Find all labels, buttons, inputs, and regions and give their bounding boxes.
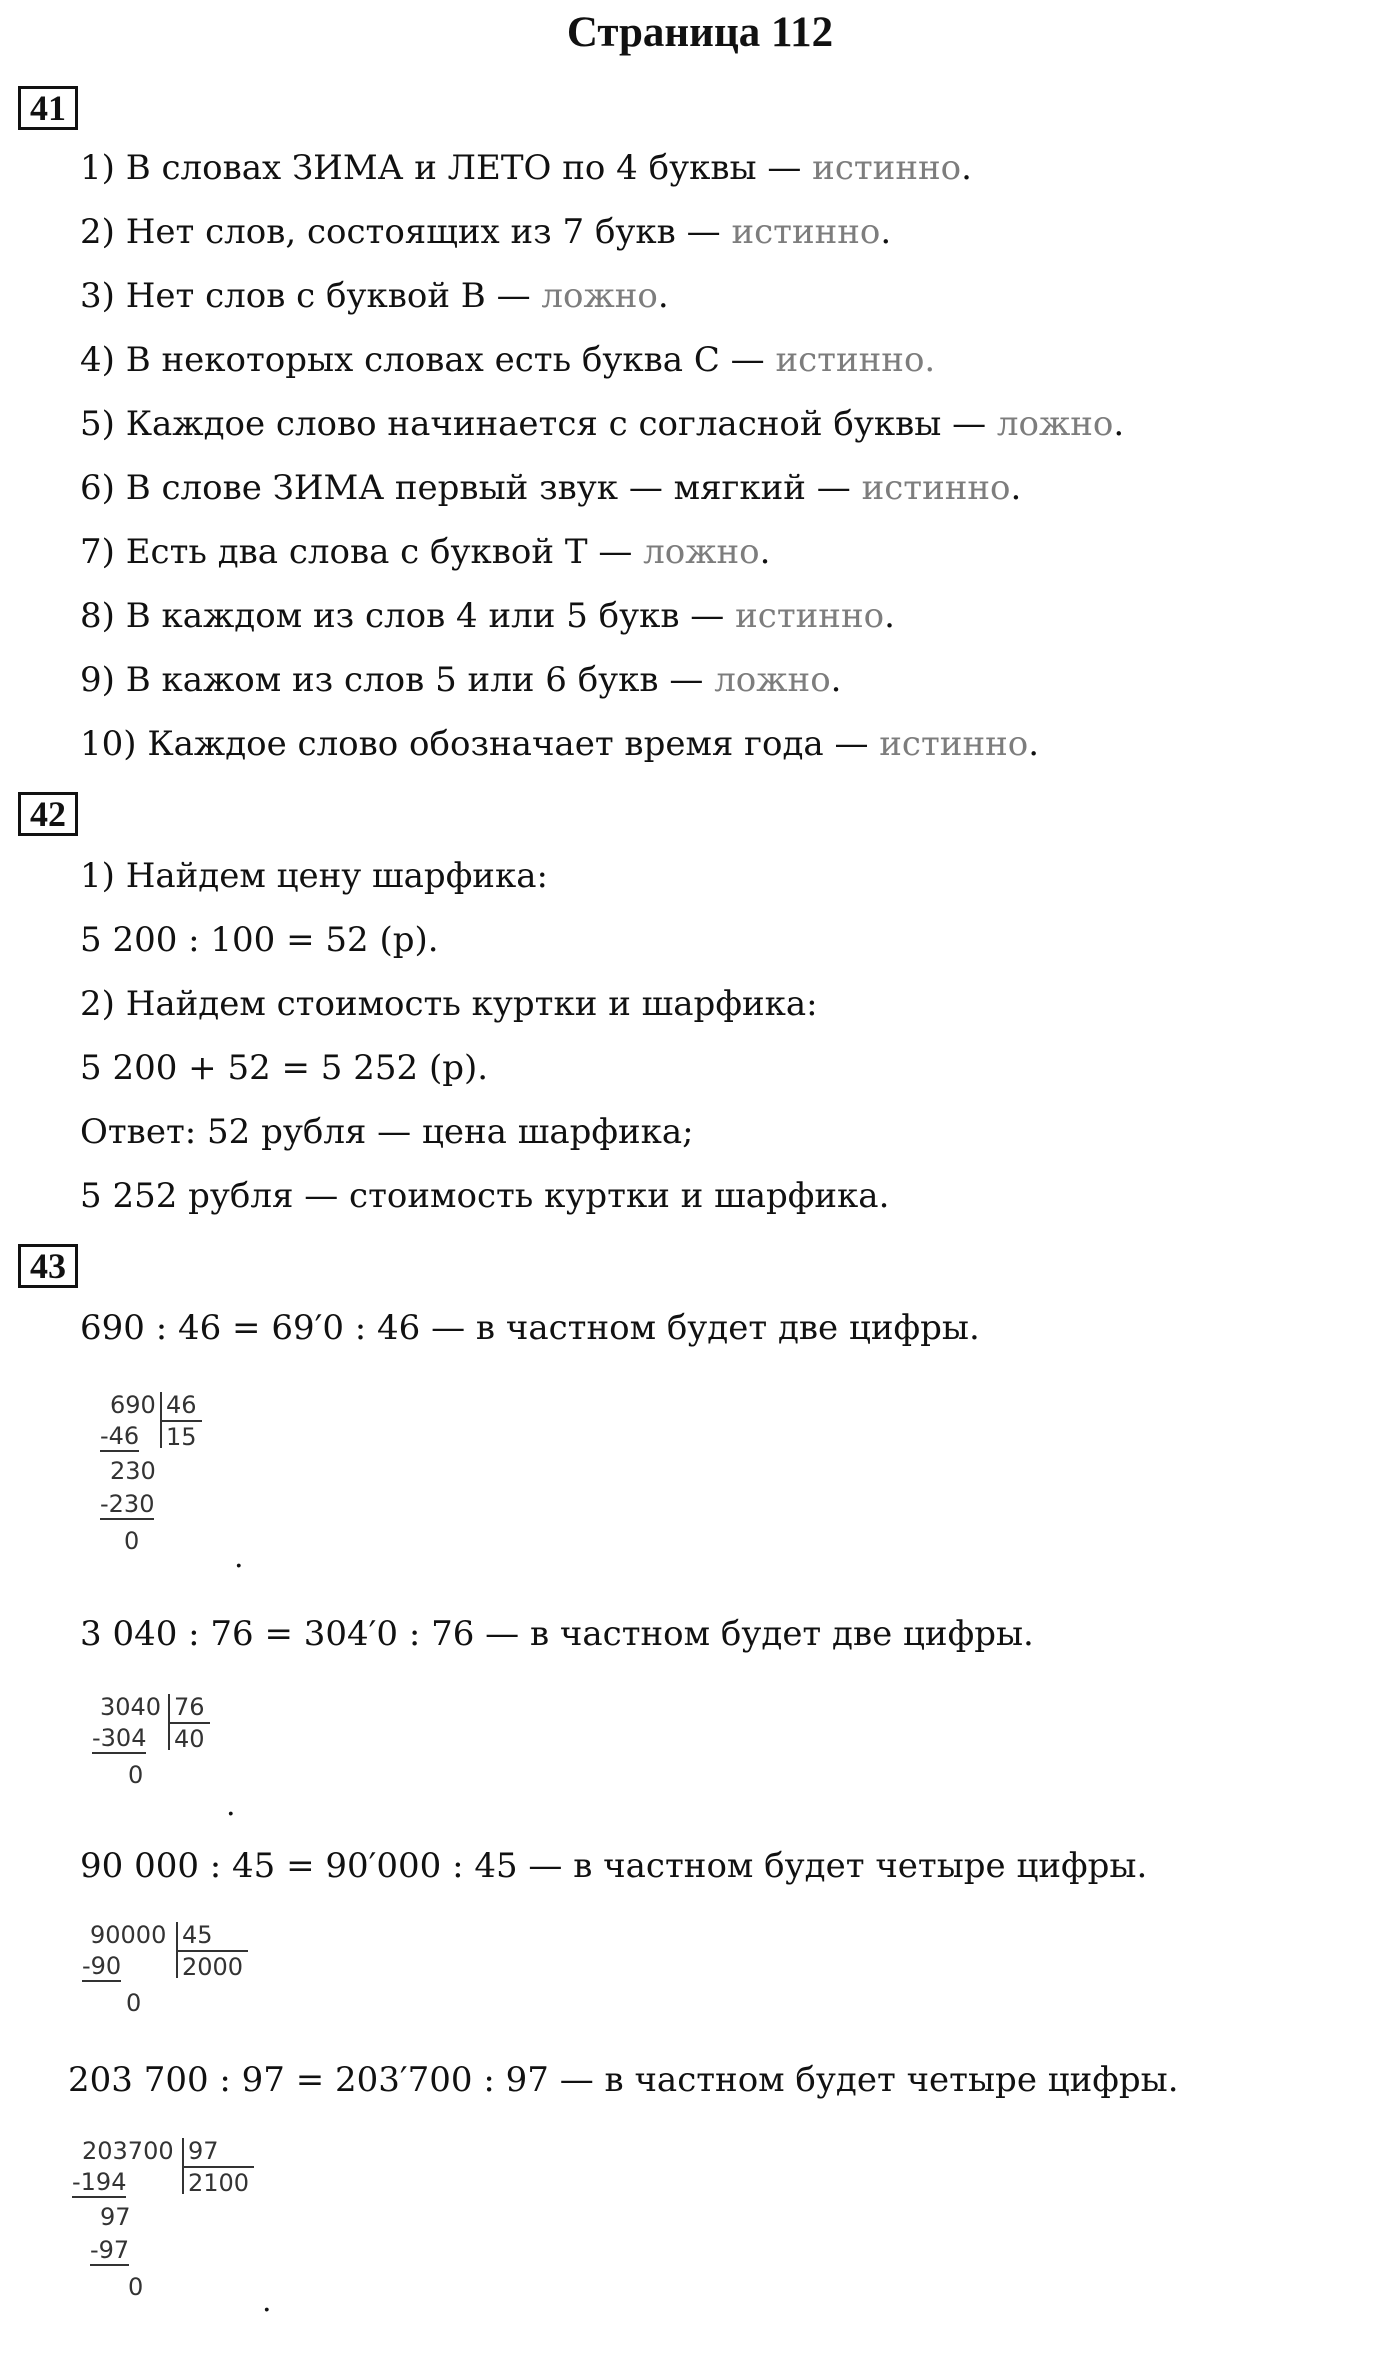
dividend: 203700 [82, 2137, 174, 2165]
divisor: 76 [174, 1693, 205, 1721]
answer: истинно [879, 724, 1029, 764]
step: 0 [126, 1989, 142, 2017]
answer: истинно [861, 468, 1011, 508]
quotient: 2000 [182, 1953, 244, 1981]
equation-2: 3 040 : 76 = 304′0 : 76 — в частном будет две цифры. [80, 1614, 1034, 1654]
answer-line: Ответ: 52 рубля — цена шарфика; [80, 1112, 694, 1152]
answer: ложно [541, 276, 658, 316]
list-item: 4) В некоторых словах есть буква С — истинно. [80, 340, 936, 380]
dividend: 690 [110, 1391, 156, 1419]
quotient: 15 [166, 1423, 197, 1451]
answer: ложно [996, 404, 1114, 444]
page-title: Страница 112 [566, 9, 834, 56]
equation-3: 90 000 : 45 = 90′000 : 45 — в частном будет четыре цифры. [80, 1846, 1148, 1886]
answer: истинно [731, 212, 881, 252]
dividend: 3040 [100, 1693, 162, 1721]
solution-line: 2) Найдем стоимость куртки и шарфика: [80, 984, 818, 1024]
solution-line: 5 200 + 52 = 5 252 (р). [80, 1048, 489, 1088]
list-item: 7) Есть два слова с буквой Т — ложно. [80, 532, 771, 572]
list-item: 9) В кажом из слов 5 или 6 букв — ложно. [80, 660, 842, 700]
step: 230 [110, 1457, 156, 1485]
step: -230 [100, 1490, 155, 1518]
answer: истинно [735, 596, 885, 636]
task-number-41: 41 [18, 86, 78, 130]
list-item: 5) Каждое слово начинается с согласной буквы — ложно. [80, 404, 1125, 444]
dividend: 90000 [90, 1921, 167, 1949]
step: 0 [124, 1527, 140, 1555]
solution-line: 1) Найдем цену шарфика: [80, 856, 548, 896]
solution-line: 5 200 : 100 = 52 (р). [80, 920, 439, 960]
step: -194 [72, 2168, 127, 2196]
end-dot: . [262, 2284, 272, 2319]
step: 97 [100, 2203, 131, 2231]
quotient: 2100 [188, 2169, 250, 2197]
divisor: 45 [182, 1921, 213, 1949]
step: -90 [82, 1952, 122, 1980]
step: -46 [100, 1422, 140, 1450]
answer: истинно. [775, 340, 936, 380]
equation-4: 203 700 : 97 = 203′700 : 97 — в частном будет четыре цифры. [68, 2060, 1179, 2100]
answer: истинно [812, 148, 962, 188]
answer: ложно [714, 660, 831, 700]
list-item: 2) Нет слов, состоящих из 7 букв — истинно. [80, 212, 892, 252]
quotient: 40 [174, 1725, 205, 1753]
divisor: 97 [188, 2137, 219, 2165]
step: -304 [92, 1724, 147, 1752]
end-dot: . [226, 1788, 236, 1823]
equation-1: 690 : 46 = 69′0 : 46 — в частном будет две цифры. [80, 1308, 980, 1348]
divisor: 46 [166, 1391, 197, 1419]
list-item: 3) Нет слов с буквой В — ложно. [80, 276, 669, 316]
step: -97 [90, 2236, 130, 2264]
list-item: 8) В каждом из слов 4 или 5 букв — истинно. [80, 596, 895, 636]
step: 0 [128, 1761, 144, 1789]
answer-line: 5 252 рубля — стоимость куртки и шарфика. [80, 1176, 890, 1216]
list-item: 10) Каждое слово обозначает время года — истинно. [80, 724, 1040, 764]
list-item: 6) В слове ЗИМА первый звук — мягкий — истинно. [80, 468, 1022, 508]
end-dot: . [234, 1540, 244, 1575]
list-item: 1) В словах ЗИМА и ЛЕТО по 4 буквы — истинно. [80, 148, 972, 188]
answer: ложно [643, 532, 760, 572]
step: 0 [128, 2273, 144, 2301]
task-number-42: 42 [18, 792, 78, 836]
task-number-43: 43 [18, 1244, 78, 1288]
